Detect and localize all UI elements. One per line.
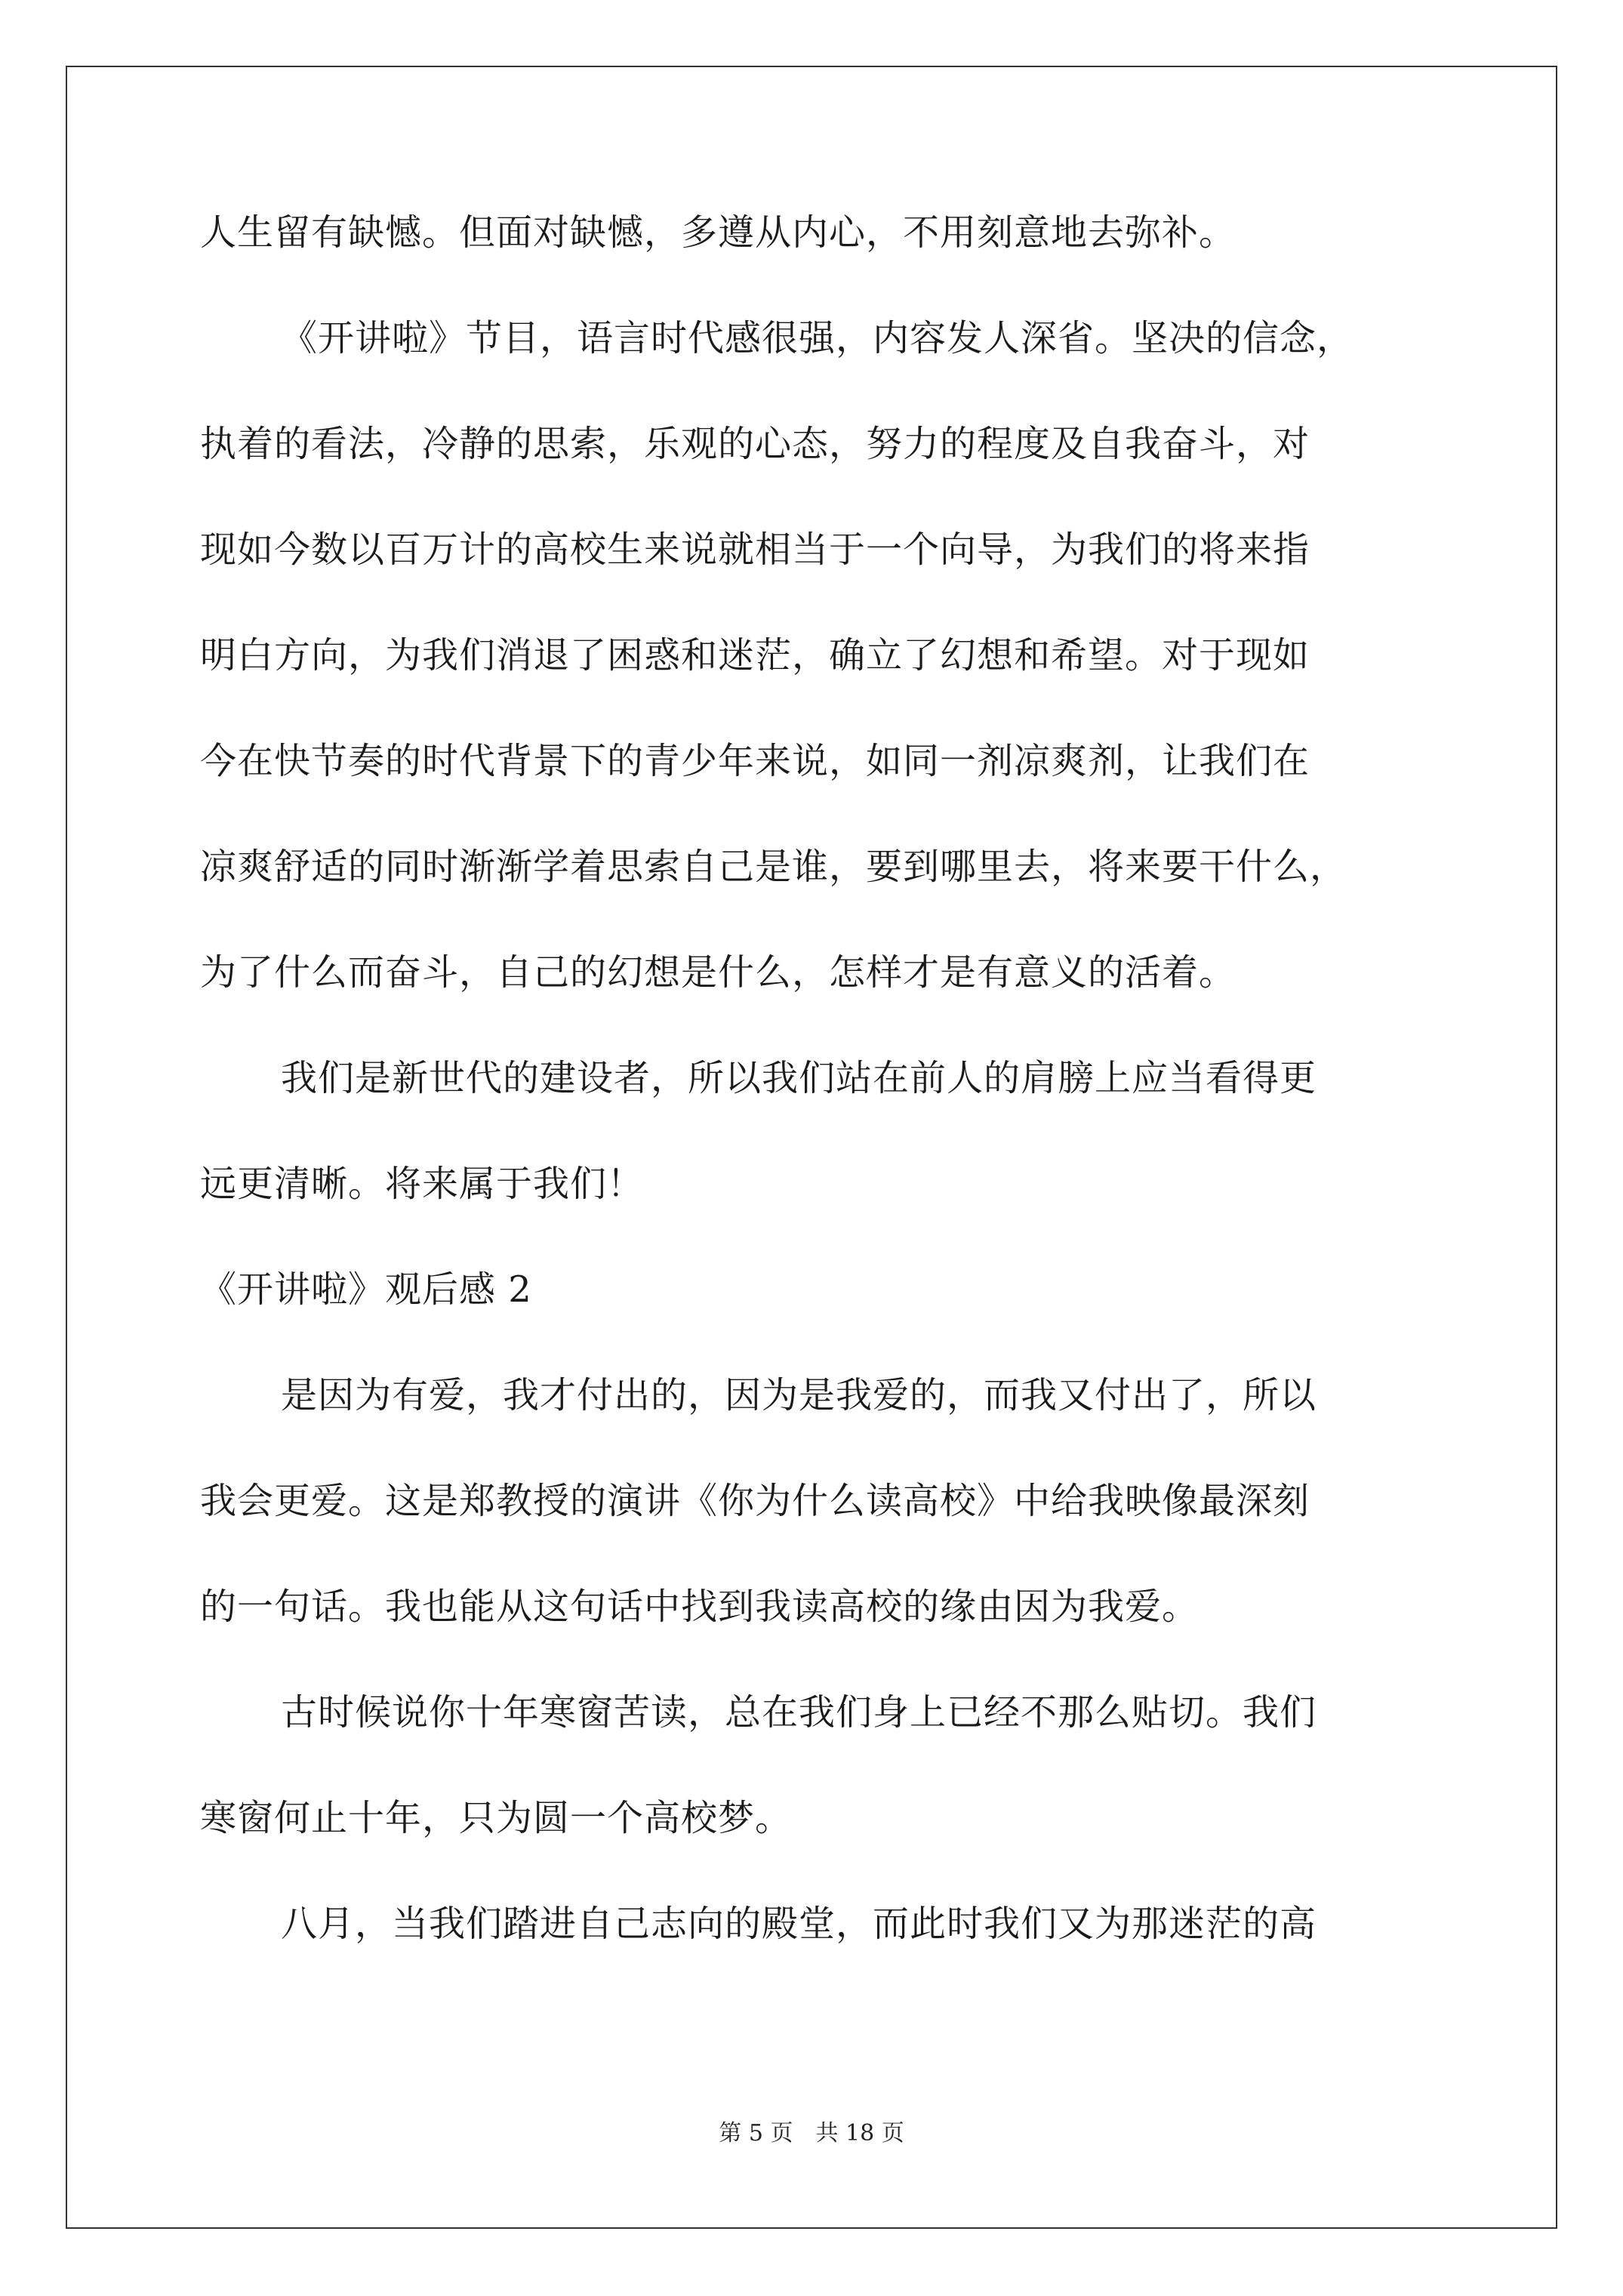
text-line: 的一句话。我也能从这句话中找到我读高校的缘由因为我爱。 xyxy=(200,1586,1200,1628)
text-line: 古时候说你十年寒窗苦读，总在我们身上已经不那么贴切。我们 xyxy=(281,1691,1317,1734)
text-line: 人生留有缺憾。但面对缺憾，多遵从内心，不用刻意地去弥补。 xyxy=(200,211,1236,254)
page-number-footer: 第 5 页 共 18 页 xyxy=(719,2120,904,2147)
section-heading: 《开讲啦》观后感 2 xyxy=(200,1268,532,1311)
text-line: 寒窗何止十年，只为圆一个高校梦。 xyxy=(200,1797,793,1839)
text-line: 明白方向，为我们消退了困惑和迷茫，确立了幻想和希望。对于现如 xyxy=(200,634,1310,676)
text-line: 现如今数以百万计的高校生来说就相当于一个向导，为我们的将来指 xyxy=(200,529,1310,571)
text-line: 执着的看法，冷静的思索，乐观的心态，努力的程度及自我奋斗，对 xyxy=(200,423,1310,465)
text-line: 今在快节奏的时代背景下的青少年来说，如同一剂凉爽剂，让我们在 xyxy=(200,740,1310,782)
text-line: 八月，当我们踏进自己志向的殿堂，而此时我们又为那迷茫的高 xyxy=(281,1903,1317,1945)
text-line: 我会更爱。这是郑教授的演讲《你为什么读高校》中给我映像最深刻 xyxy=(200,1480,1310,1522)
text-line: 我们是新世代的建设者，所以我们站在前人的肩膀上应当看得更 xyxy=(281,1057,1317,1099)
text-line: 凉爽舒适的同时渐渐学着思索自己是谁，要到哪里去，将来要干什么， xyxy=(200,846,1347,888)
text-line: 是因为有爱，我才付出的，因为是我爱的，而我又付出了，所以 xyxy=(281,1374,1317,1416)
text-line: 《开讲啦》节目，语言时代感很强，内容发人深省。坚决的信念， xyxy=(281,317,1354,359)
text-line: 为了什么而奋斗，自己的幻想是什么，怎样才是有意义的活着。 xyxy=(200,951,1236,994)
text-line: 远更清晰。将来属于我们！ xyxy=(200,1163,645,1205)
